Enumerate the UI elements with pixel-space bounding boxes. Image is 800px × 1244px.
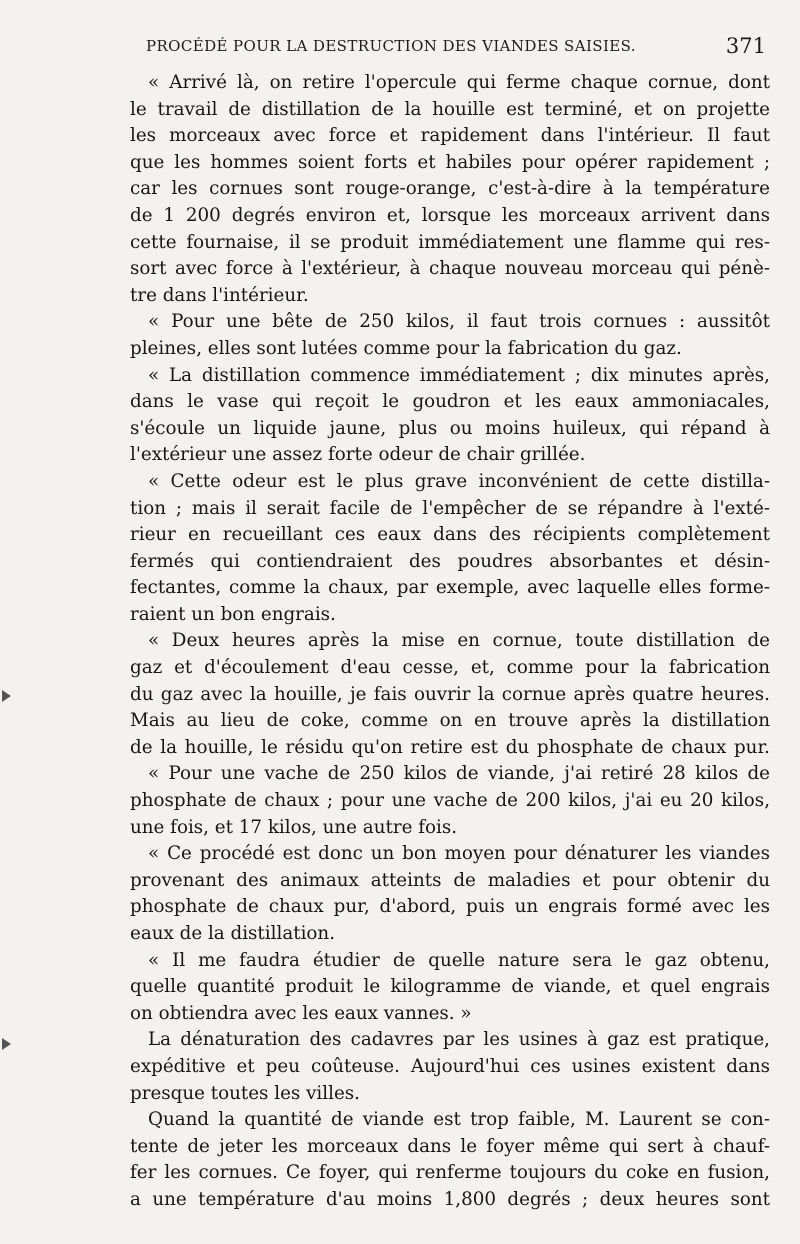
text-line: « Pour une vache de 250 kilos de viande, j'ai retiré 28 kilos de bbox=[148, 763, 770, 785]
text-line: rieur en recueillant ces eaux dans des récipients complètement bbox=[130, 524, 770, 546]
text-line: « Il me faudra étudier de quelle nature sera le gaz obtenu, bbox=[148, 949, 770, 971]
text-line: presque toutes les villes. bbox=[130, 1082, 360, 1104]
text-line: La dénaturation des cadavres par les usines à gaz est pratique, bbox=[148, 1029, 770, 1051]
text-line: fectantes, comme la chaux, par exemple, avec laquelle elles forme- bbox=[130, 577, 770, 599]
text-line: Quand la quantité de viande est trop faible, M. Laurent se con- bbox=[148, 1109, 770, 1131]
text-line: de la houille, le résidu qu'on retire est du phosphate de chaux pur. bbox=[130, 736, 770, 758]
text-line: eaux de la distillation. bbox=[130, 923, 336, 944]
text-line: car les cornues sont rouge-orange, c'est-à-dire à la température bbox=[130, 178, 770, 200]
text-line: que les hommes soient forts et habiles pour opérer rapidement ; bbox=[130, 151, 770, 173]
page-header bbox=[130, 36, 770, 60]
text-line: tion ; mais il serait facile de l'empêcher de se répandre à l'exté- bbox=[130, 497, 770, 519]
text-line: quelle quantité produit le kilogramme de viande, et quel engrais bbox=[130, 976, 770, 998]
text-line: « La distillation commence immédiatement ; dix minutes après, bbox=[148, 364, 770, 386]
text-line: raient un bon engrais. bbox=[130, 603, 336, 625]
margin-arrow-mark bbox=[2, 690, 11, 702]
text-line: fer les cornues. Ce foyer, qui renferme toujours du coke en fusion, bbox=[130, 1162, 770, 1184]
text-line: « Cette odeur est le plus grave inconvénient de cette distilla- bbox=[148, 470, 770, 492]
text-line: phosphate de chaux ; pour une vache de 200 kilos, j'ai eu 20 kilos, bbox=[130, 790, 770, 812]
page-number: 371 bbox=[725, 34, 766, 58]
text-line: cette fournaise, il se produit immédiatement une flamme qui res- bbox=[130, 231, 770, 253]
text-line: dans le vase qui reçoit le goudron et les eaux ammoniacales, bbox=[130, 391, 770, 413]
text-line: une fois, et 17 kilos, une autre fois. bbox=[130, 816, 458, 838]
text-line: phosphate de chaux pur, d'abord, puis un engrais formé avec les bbox=[130, 896, 770, 918]
text-line: tente de jeter les morceaux dans le foyer même qui sert à chauf- bbox=[130, 1135, 770, 1157]
text-line: l'extérieur une assez forte odeur de chair grillée. bbox=[130, 444, 586, 466]
text-line: du gaz avec la houille, je fais ouvrir la cornue après quatre heures. bbox=[130, 683, 770, 705]
text-line: « Deux heures après la mise en cornue, toute distillation de bbox=[148, 630, 770, 652]
text-line: « Ce procédé est donc un bon moyen pour dénaturer les viandes bbox=[148, 843, 770, 865]
text-line: de 1 200 degrés environ et, lorsque les morceaux arrivent dans bbox=[130, 204, 770, 226]
text-line: « Pour une bête de 250 kilos, il faut trois cornues : aussitôt bbox=[148, 311, 770, 333]
running-head: PROCÉDÉ POUR LA DESTRUCTION DES VIANDES SAISIES. bbox=[146, 37, 636, 55]
text-line: on obtiendra avec les eaux vannes. » bbox=[130, 1002, 472, 1024]
text-line: les morceaux avec force et rapidement dans l'intérieur. Il faut bbox=[130, 125, 770, 147]
text-line: sort avec force à l'extérieur, à chaque nouveau morceau qui pénè- bbox=[130, 258, 770, 280]
text-line: gaz et d'écoulement d'eau cesse, et, comme pour la fabrication bbox=[130, 657, 770, 679]
text-line: provenant des animaux atteints de maladies et pour obtenir du bbox=[130, 869, 770, 891]
text-line: pleines, elles sont lutées comme pour la fabrication du gaz. bbox=[130, 337, 682, 359]
text-line: tre dans l'intérieur. bbox=[130, 284, 309, 306]
text-line: le travail de distillation de la houille est terminé, et on projette bbox=[130, 98, 770, 120]
text-line: « Arrivé là, on retire l'opercule qui ferme chaque cornue, dont bbox=[148, 72, 770, 93]
text-line: fermés qui contiendraient des poudres absorbantes et désin- bbox=[130, 550, 770, 572]
text-line: s'écoule un liquide jaune, plus ou moins huileux, qui répand à bbox=[130, 417, 770, 439]
text-line: Mais au lieu de coke, comme on en trouve après la distillation bbox=[130, 710, 770, 732]
margin-arrow-mark bbox=[2, 1038, 11, 1050]
text-line: a une température d'au moins 1,800 degrés ; deux heures sont bbox=[130, 1188, 770, 1210]
text-line: expéditive et peu coûteuse. Aujourd'hui ces usines existent dans bbox=[130, 1055, 770, 1077]
body-text bbox=[130, 70, 770, 1214]
